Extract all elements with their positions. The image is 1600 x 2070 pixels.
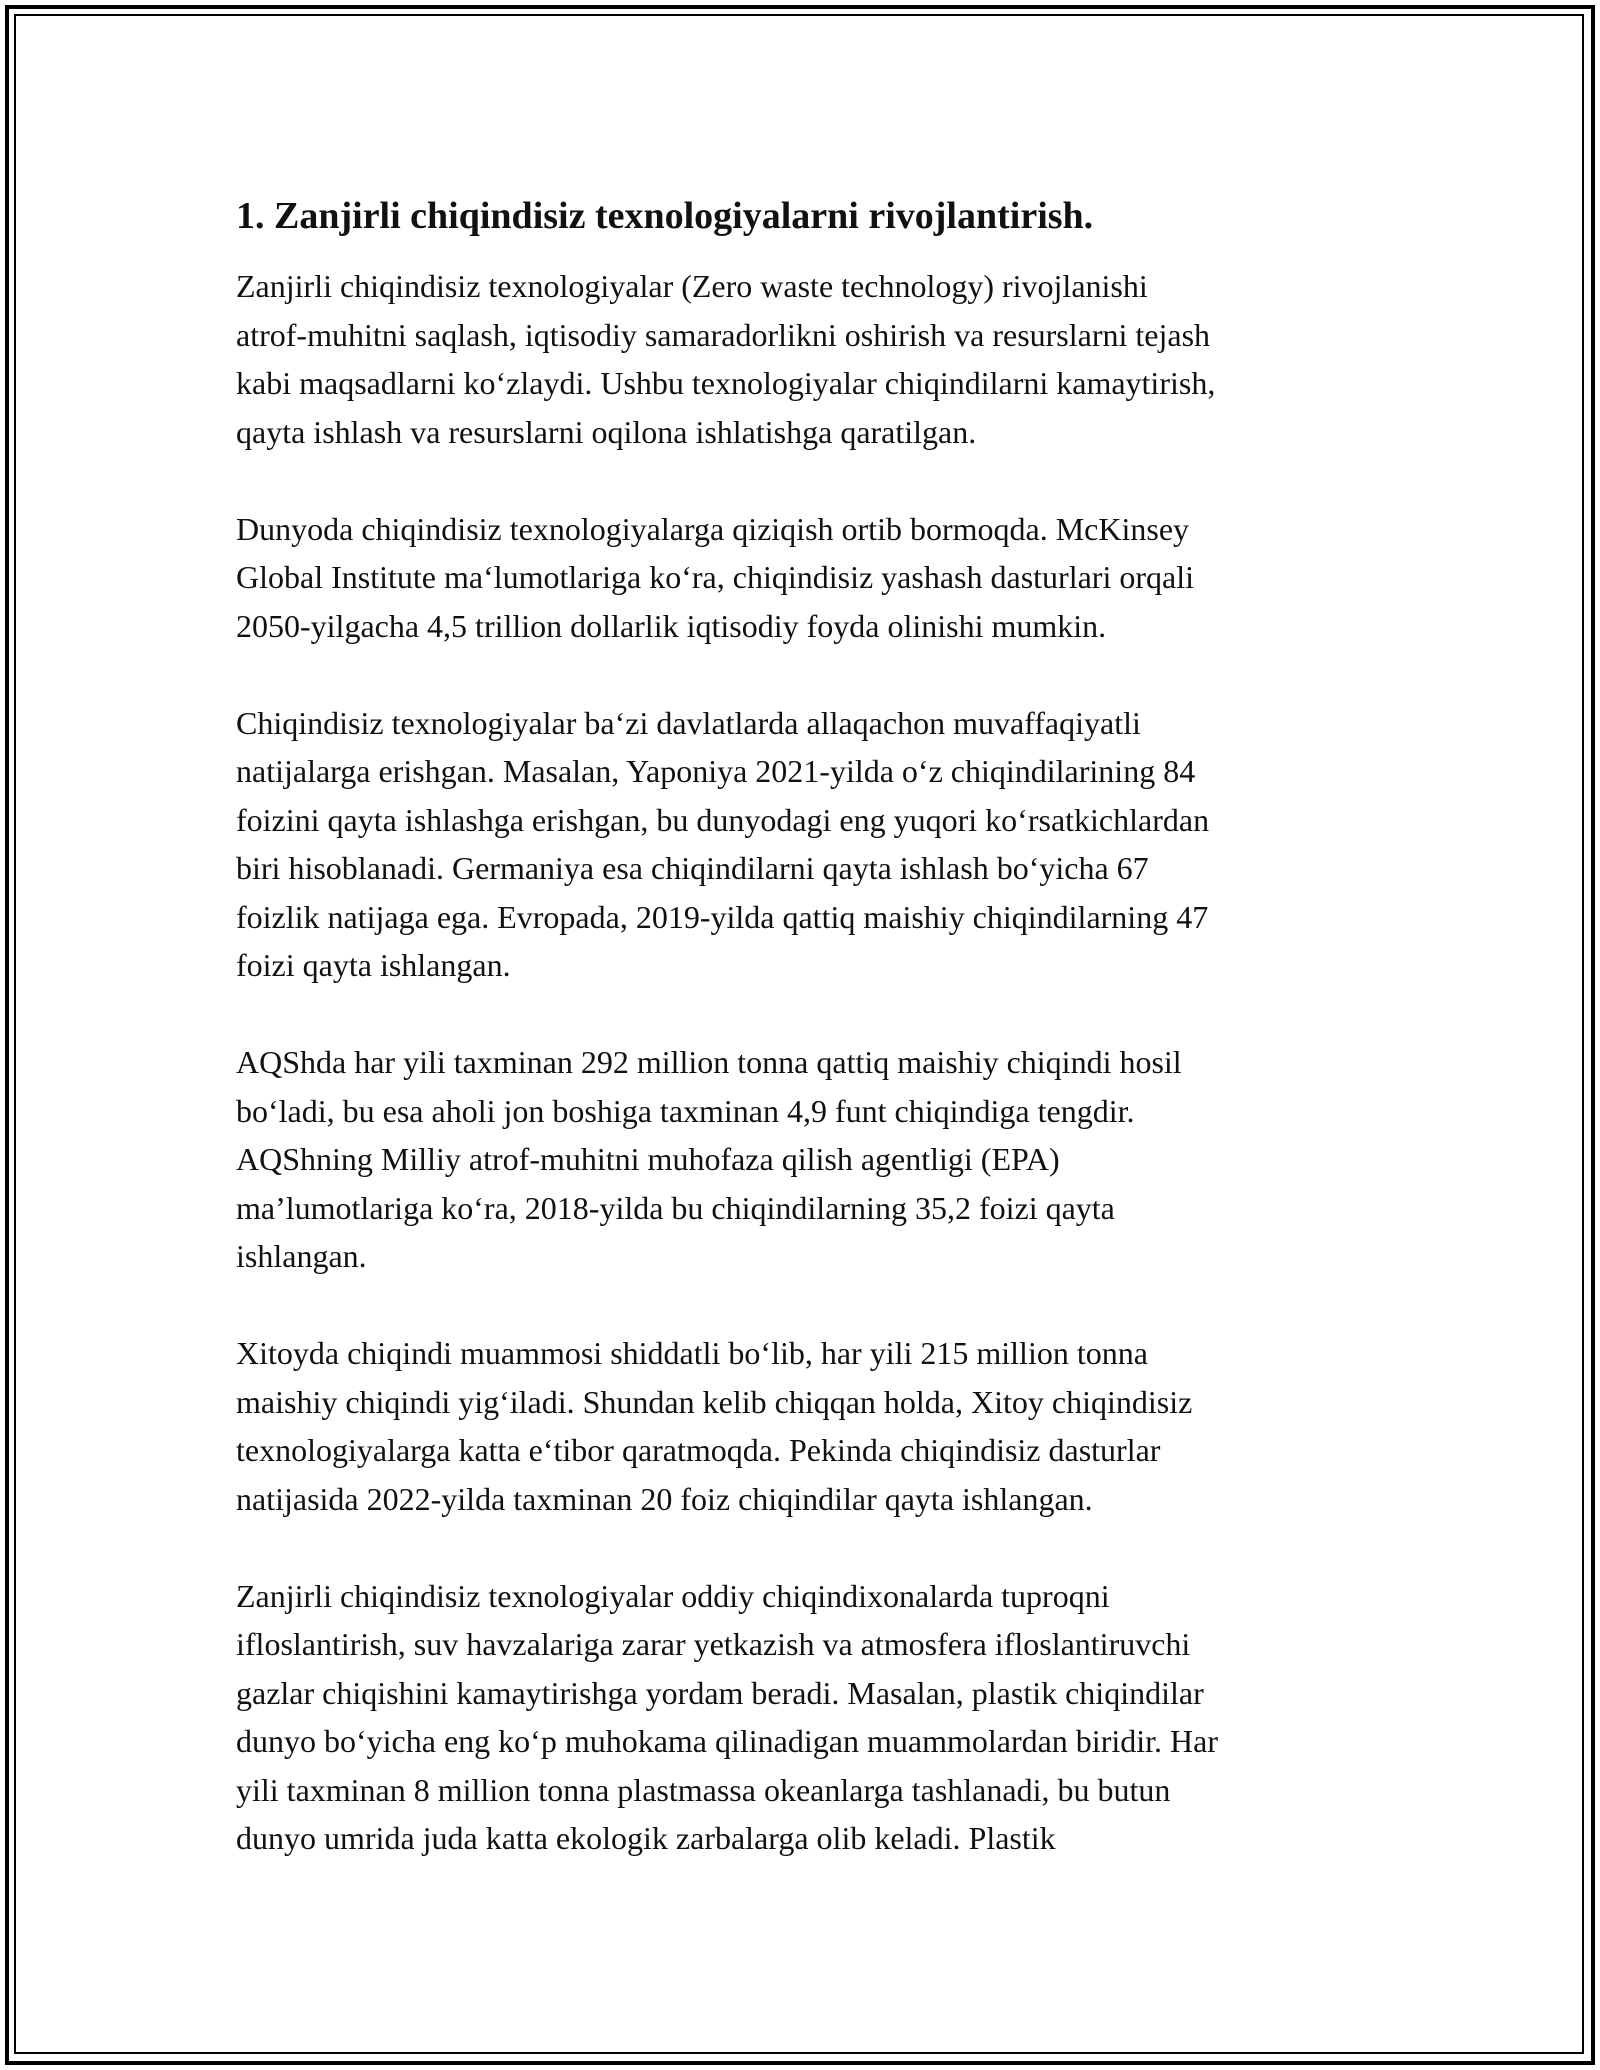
text-line: dunyo umrida juda katta ekologik zarbalarga olib keladi. Plastik (236, 1820, 1056, 1856)
text-line: foizini qayta ishlashga erishgan, bu dunyodagi eng yuqori koʻrsatkichlardan (236, 801, 1210, 838)
paragraph-world-interest (236, 505, 1376, 651)
text-line: biri hisoblanadi. Germaniya esa chiqindilarni qayta ishlash boʻyicha 67 (236, 850, 1149, 886)
paragraph-intro (236, 262, 1376, 456)
text-line: kabi maqsadlarni koʻzlaydi. Ushbu texnologiyalar chiqindilarni kamaytirish, (236, 365, 1216, 401)
text-line: Global Institute maʻlumotlariga koʻra, chiqindisiz yashash dasturlari orqali (236, 559, 1194, 595)
paragraph-country-results (236, 699, 1376, 990)
text-line: yili taxminan 8 million tonna plastmassa okeanlarga tashlanadi, bu butun (236, 1771, 1171, 1808)
text-line: texnologiyalarga katta eʻtibor qaratmoqda. Pekinda chiqindisiz dasturlar (236, 1432, 1161, 1468)
text-line: AQShda har yili taxminan 292 million tonna qattiq maishiy chiqindi hosil (236, 1044, 1182, 1080)
paragraph-china (236, 1329, 1376, 1523)
text-line: Dunyoda chiqindisiz texnologiyalarga qiziqish ortib bormoqda. McKinsey (236, 510, 1190, 547)
text-line: atrof-muhitni saqlash, iqtisodiy samaradorlikni oshirish va resurslarni tejash (236, 316, 1211, 353)
text-line: natijalarga erishgan. Masalan, Yaponiya 2021-yilda oʻz chiqindilarining 84 (236, 753, 1196, 789)
paragraph-pollution (236, 1572, 1376, 1863)
text-line: ishlangan. (236, 1238, 367, 1274)
text-line: Chiqindisiz texnologiyalar baʻzi davlatlarda allaqachon muvaffaqiyatli (236, 704, 1141, 741)
text-line: gazlar chiqishini kamaytirishga yordam beradi. Masalan, plastik chiqindilar (236, 1674, 1204, 1711)
text-line: dunyo boʻyicha eng koʻp muhokama qilinadigan muammolardan biridir. Har (236, 1723, 1218, 1759)
text-line: Zanjirli chiqindisiz texnologiyalar oddiy chiqindixonalarda tuproqni (236, 1577, 1110, 1614)
text-line: Zanjirli chiqindisiz texnologiyalar (Zero waste technology) rivojlanishi (236, 268, 1148, 304)
text-line: foizlik natijaga ega. Evropada, 2019-yilda qattiq maishiy chiqindilarning 47 (236, 898, 1209, 935)
text-line: qayta ishlash va resurslarni oqilona ishlatishga qaratilgan. (236, 413, 977, 450)
text-line: foizi qayta ishlangan. (236, 947, 511, 983)
paragraph-usa (236, 1038, 1376, 1281)
text-line: Xitoyda chiqindi muammosi shiddatli boʻlib, har yili 215 million tonna (236, 1335, 1148, 1371)
text-line: maishiy chiqindi yigʻiladi. Shundan kelib chiqqan holda, Xitoy chiqindisiz (236, 1383, 1193, 1420)
text-line: boʻladi, bu esa aholi jon boshiga taxminan 4,9 funt chiqindiga tengdir. (236, 1092, 1135, 1129)
text-line: AQShning Milliy atrof-muhitni muhofaza qilish agentligi (EPA) (236, 1141, 1060, 1177)
document-body (236, 190, 1376, 1911)
text-line: natijasida 2022-yilda taxminan 20 foiz chiqindilar qayta ishlangan. (236, 1480, 1093, 1517)
text-line: 2050-yilgacha 4,5 trillion dollarlik iqtisodiy foyda olinishi mumkin. (236, 607, 1107, 644)
text-line: maʼlumotlariga koʻra, 2018-yilda bu chiqindilarning 35,2 foizi qayta (236, 1189, 1115, 1226)
text-line: ifloslantirish, suv havzalariga zarar yetkazish va atmosfera ifloslantiruvchi (236, 1626, 1191, 1662)
section-heading: 1. Zanjirli chiqindisiz texnologiyalarni rivojlantirish. (236, 195, 1094, 237)
